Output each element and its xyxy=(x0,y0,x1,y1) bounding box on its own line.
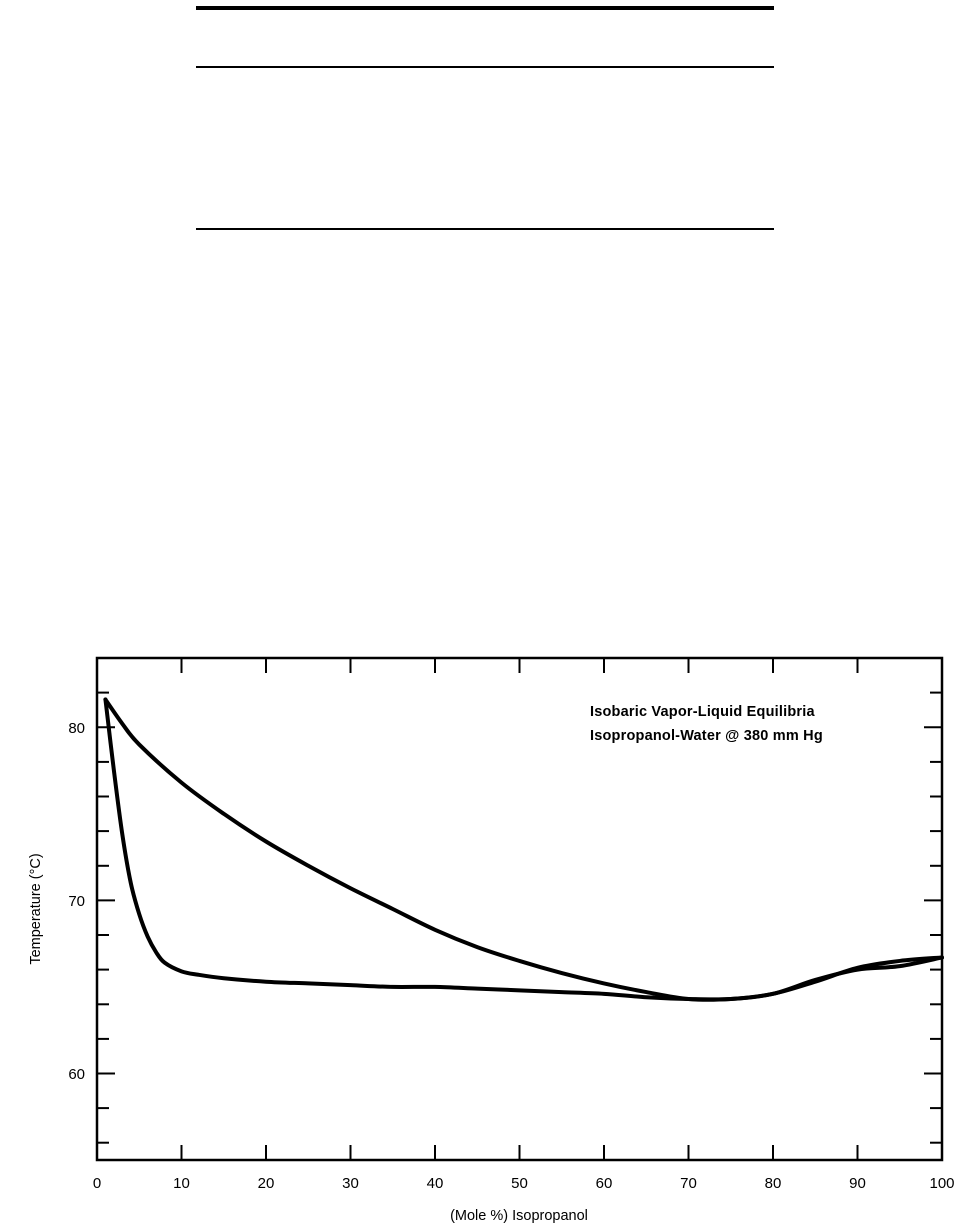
vle-diagram xyxy=(0,600,967,1230)
dew-point-curve xyxy=(105,700,942,1000)
y-tick-label-60: 60 xyxy=(68,1066,85,1083)
annotation-line-1: Isobaric Vapor-Liquid Equilibria xyxy=(590,704,815,720)
x-tick-label-20: 20 xyxy=(257,1175,275,1192)
bubble-point-curve xyxy=(105,700,942,1000)
x-tick-label-50: 50 xyxy=(511,1175,528,1192)
rule-top-thick xyxy=(196,6,774,10)
chart-figure xyxy=(0,600,967,1230)
y-axis-ticks xyxy=(97,693,942,1143)
rule-middle-thin xyxy=(196,66,774,68)
x-tick-label-70: 70 xyxy=(680,1175,697,1192)
y-tick-label-70: 70 xyxy=(68,893,85,910)
x-tick-label-60: 60 xyxy=(595,1175,613,1192)
x-tick-label-40: 40 xyxy=(426,1175,444,1192)
y-tick-label-80: 80 xyxy=(68,720,85,737)
x-tick-label-30: 30 xyxy=(342,1175,359,1192)
annotation-line-2: Isopropanol-Water @ 380 mm Hg xyxy=(590,728,823,744)
y-axis-title: Temperature (°C) xyxy=(28,853,44,965)
x-tick-label-0: 0 xyxy=(92,1175,102,1192)
x-tick-label-100: 100 xyxy=(929,1175,955,1192)
rule-lower-thin xyxy=(196,228,774,230)
x-axis-title: (Mole %) Isopropanol xyxy=(450,1208,588,1224)
x-tick-label-90: 90 xyxy=(849,1175,866,1192)
x-tick-label-80: 80 xyxy=(764,1175,782,1192)
x-tick-label-10: 10 xyxy=(173,1175,190,1192)
